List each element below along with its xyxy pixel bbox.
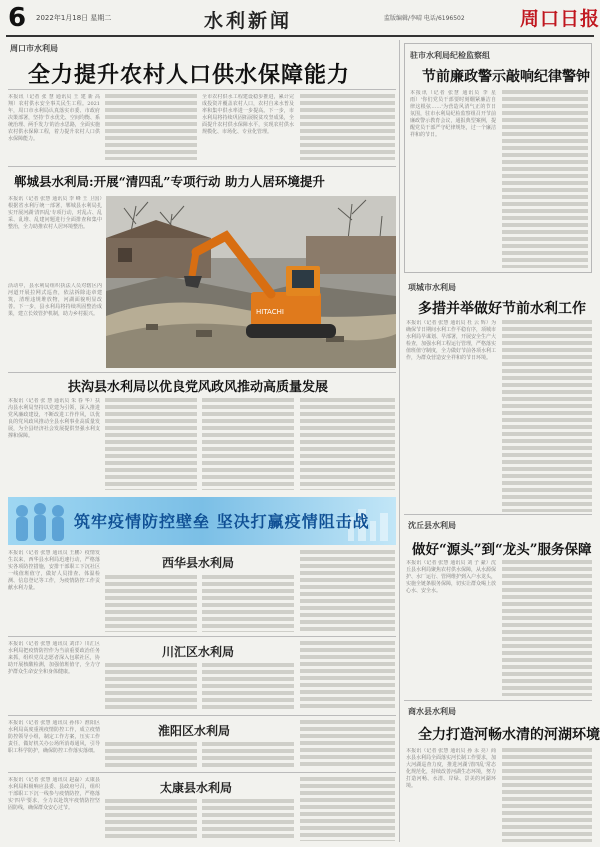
fugou-text: 本报讯（记者 张 慧 通讯员 朱 春 华）扶沟县水利局坚持以党建为引领，深入推进党风廉政建设，不断改进工作作风，以优良的党风政风推动全县水利事业高质量发展，为全县经济社会发展提供坚强水利支撑和保障。 [8, 398, 100, 439]
lead-text-col2 [105, 94, 197, 160]
taikang-text: 本报讯（记者 张慧 通讯员 赵磊）太康县水利局积极响应县委、县政府号召，组织干部职工下沉一线参与疫情防控，严格落实'四早'要求，全力以赴筑牢疫情防控坚固防线，确保群众安心过节。 [8, 777, 100, 811]
divider [8, 89, 396, 90]
huaiyang-text-col3 [202, 742, 294, 768]
dancheng-text: 本报讯（记者 张慧 通讯员 李 峰 王 卫国）根据省水利厅统一部署，郸城县水利局扎实开展河湖'清四乱'专项行动，对乱占、乱采、乱堆、乱建问题进行全面排查和集中整治，全力助推农村人居环境整治。 [8, 196, 102, 230]
discipline-kicker: 驻市水利局纪检监察组 [410, 51, 490, 60]
shenqiu-text-col2 [502, 560, 592, 696]
editor-line: 监版编辑/李晴 电话/6196502 [384, 15, 465, 22]
divider [8, 166, 396, 167]
xiangcheng-text: 本报讯（记者 张慧 通讯员 杜 云 辉）为确保节日期间水利工作平稳有序，项城市水利局早谋划、早部署，开展安全生产大检查，加强水利工程运行管理，严格落实值班值守制度，全力做好节前各项水利工作，为群众营造安全祥和的节日环境。 [406, 320, 496, 361]
covid-banner-title: 筑牢疫情防控壁垒 坚决打赢疫情阻击战 [74, 512, 370, 531]
date-line: 2022年1月18日 星期二 [36, 14, 112, 22]
lead-text-col3: 全市农村供水工程建设稳步推进，累计完成投资并覆盖农村人口，农村自来水普及率和集中供水率进一步提高。下一步，市水利局将持续巩固拓展脱贫攻坚成果，全面提升农村供水保障水平，实现农村供水规模化、市场化、专业化管理。 [202, 94, 294, 135]
shenqiu-kicker: 沈丘县水利局 [408, 521, 456, 530]
shangshui-headline: 全力打造河畅水清的河湖环境 [418, 727, 600, 743]
taikang-text-col4 [300, 777, 395, 841]
fugou-headline: 扶沟县水利局以优良党风政风推动高质量发展 [68, 380, 329, 395]
taikang-text-col3 [202, 799, 294, 841]
dancheng-text-2: 活动中，县水利局组织执法人员对辖区内河道开展拉网式巡查，依法拆除违章建筑，清理违规堆放物，河湖面貌明显改善。下一步，县水利局将持续巩固整治成果，建立长效管护机制，助力乡村振兴。 [8, 283, 102, 317]
divider [8, 715, 396, 716]
xiangcheng-text-col2 [502, 320, 592, 512]
shangshui-kicker: 商水县水利局 [408, 707, 456, 716]
huaiyang-text-col2 [105, 742, 197, 768]
lead-text-col1: 本报讯（记者 张 慧 通讯员 王 建 新 高 翔）农村供水安全事关民生工程。2021年，周口市水利局认真落实市委、市政府决策部署，坚持'节水优先、空间均衡、系统治理、两手发力'的治水思路，全面实施农村供水保障工程，着力提升农村人口供水保障能力。 [8, 94, 100, 142]
taikang-title: 太康县水利局 [160, 781, 233, 795]
shangshui-text-col2 [502, 748, 592, 842]
chuanhui-text-col2 [105, 663, 197, 711]
taikang-text-col2 [105, 799, 197, 841]
chuanhui-text-col4 [300, 641, 395, 711]
discipline-text: 本报讯（记者 张慧 通讯员 李 星 雨）'你们党员干部要时刻绷紧廉洁自律这根弦……'为营造风清气正的节日氛围，驻市水利局纪检监察组召开节前廉政警示教育会议，通报典型案例，提醒党员干部严守纪律规矩，过一个廉洁祥和的节日。 [410, 90, 496, 138]
covid-banner [8, 497, 396, 545]
lead-headline: 全力提升农村人口供水保障能力 [28, 62, 351, 88]
xiangcheng-headline: 多措并举做好节前水利工作 [418, 301, 586, 317]
masthead-rule [6, 35, 594, 37]
xihua-text-col3 [202, 575, 294, 632]
lead-text-col4 [300, 94, 395, 160]
fugou-text-col4 [300, 398, 395, 490]
shenqiu-text: 本报讯（记者 张慧 通讯员 刘 子 豪）沈丘县水利局聚焦农村供水保障，从水源保护、水厂运行、管网维护到入户水龙头，实施全链条服务保障，切实让群众喝上放心水、安全水。 [406, 560, 496, 594]
xihua-title: 西华县水利局 [162, 556, 235, 570]
divider [404, 514, 592, 515]
divider [8, 636, 396, 637]
xihua-text: 本报讯（记者 张慧 通讯员 王鹏）疫情发生以来，西华县水利局迅速行动，严格落实各项防控措施，安排干部职工下沉社区一线值班值守，做好人员排查、体温检测、信息登记等工作，为疫情防控工作贡献水利力量。 [8, 550, 100, 591]
discipline-text-col2 [502, 90, 588, 268]
xihua-text-col4 [300, 550, 395, 632]
fugou-text-col2 [105, 398, 197, 490]
discipline-headline: 节前廉政警示敲响纪律警钟 [422, 69, 590, 85]
fugou-text-col3 [202, 398, 294, 490]
chuanhui-title: 川汇区水利局 [162, 645, 235, 659]
huaiyang-text-col4 [300, 720, 395, 768]
shenqiu-headline: 做好“源头”到“龙头”服务保障 [412, 542, 592, 558]
divider [404, 700, 592, 701]
page-number: 6 [8, 3, 27, 33]
lead-kicker: 周口市水利局 [10, 44, 58, 53]
svg-text:HITACHI: HITACHI [256, 308, 284, 316]
newspaper-logo: 周口日报 [520, 8, 600, 30]
huaiyang-text: 本报讯（记者 张慧 通讯员 孙伟）淮阳区水利局高度重视疫情防控工作，成立疫情防控领导小组，制定工作方案，压实工作责任，做好机关办公场所消毒通风，引导职工科学防护，确保防控工作落实落细。 [8, 720, 100, 754]
huaiyang-title: 淮阳区水利局 [158, 724, 231, 738]
divider [8, 372, 396, 373]
xiangcheng-kicker: 项城市水利局 [408, 283, 456, 292]
chuanhui-text: 本报讯（记者 张慧 通讯员 刘洋）川汇区水利局把疫情防控作为当前重要政治任务来抓，组织党员志愿者深入包联社区，协助开展核酸检测，加强值班值守，全力守护群众生命安全和身体健康。 [8, 641, 100, 675]
shangshui-text: 本报讯（记者 张慧 通讯员 孙 永 亮）商水县水利局全面落实河长制工作要求，加大河湖巡查力度，推进河湖'清四乱'常态化规范化，持续改善河湖生态环境，努力打造河畅、水清、岸绿、景美的河湖环境。 [406, 748, 496, 789]
excavator-demolition-photo [106, 196, 396, 368]
dancheng-headline: 郸城县水利局:开展“清四乱”专项行动 助力人居环境提升 [14, 174, 325, 189]
divider [8, 772, 396, 773]
column-separator [399, 40, 400, 842]
section-title: 水利新闻 [204, 10, 293, 32]
xihua-text-col2 [105, 575, 197, 632]
chuanhui-text-col3 [202, 663, 294, 711]
